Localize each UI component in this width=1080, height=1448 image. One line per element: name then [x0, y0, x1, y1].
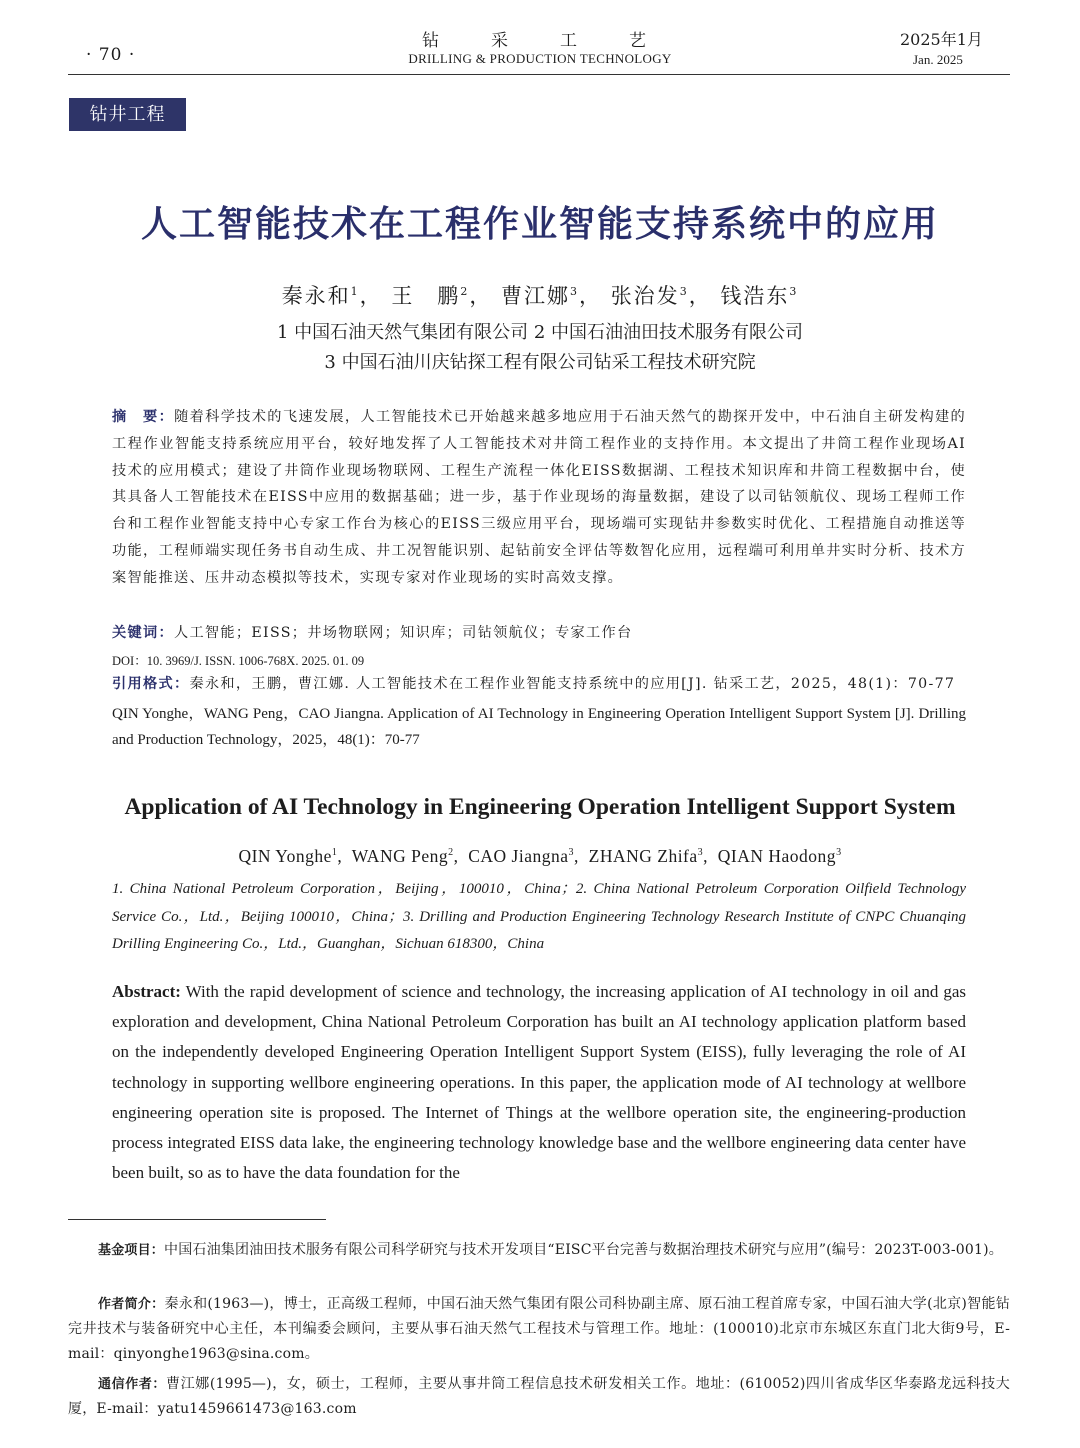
corresponding-text: 曹江娜(1995—)，女，硕士，工程师，主要从事井筒工程信息技术研发相关工作。地址：(610052)四川省成华区华泰路龙远科技大厦，E-mail：yatu1459661473@163.com	[68, 1376, 1010, 1417]
section-tag: 钻井工程	[69, 98, 186, 131]
fund-text: 中国石油集团油田技术服务有限公司科学研究与技术开发项目“EISC平台完善与数据治理技术研究与应用”(编号：2023T-003-001)。	[164, 1242, 1003, 1258]
affiliation-cn-line2: 3 中国石油川庆钻探工程有限公司钻采工程技术研究院	[324, 352, 756, 373]
footnote-divider	[68, 1219, 326, 1220]
author-en: QIN Yonghe	[238, 846, 332, 866]
footnote-corresponding	[68, 1372, 1010, 1422]
author-sup: 3	[789, 285, 799, 298]
footnote-author	[68, 1292, 1010, 1367]
abstract-cn-label: 摘 要：	[112, 409, 175, 425]
keywords-text: 人工智能；EISS；井场物联网；知识库；司钻领航仪；专家工作台	[173, 625, 633, 641]
page-number: · 70 ·	[86, 45, 136, 65]
doi: DOI：10. 3969/J. ISSN. 1006-768X. 2025. 01. 09	[112, 654, 365, 668]
citation-cn-text: 秦永和，王鹏，曹江娜. 人工智能技术在工程作业智能支持系统中的应用[J]. 钻采工艺，2025，48(1)：70-77	[189, 676, 956, 692]
journal-title-cn: 钻采工艺	[422, 31, 698, 51]
author-list-cn: 秦永和$^1$， 王 鹏$^2$， 曹江娜$^3$， 张治发$^3$， 钱浩东$^3$	[281, 284, 799, 308]
affiliation-en: 1. China National Petroleum Corporation，Beijing，100010，China；2. China National Petroleum Corporation Oilfield Technology Service Co.，Ltd.，Beijing 100010，China；3. Drilling and Production Engineering Technology Research Institute of CNPC Chuanqing Drilling Engineering Co.，Ltd.，Guanghan，Sichuan 618300，China	[112, 881, 966, 952]
keywords-label: 关键词：	[112, 625, 174, 641]
author-sup: 2	[460, 285, 470, 298]
author-cn: 曹江娜	[501, 284, 570, 308]
issue-date-cn: 2025年1月	[900, 30, 983, 49]
issue-date-en: Jan. 2025	[913, 52, 963, 67]
article-title-en: Application of AI Technology in Engineering Operation Intelligent Support System	[124, 794, 956, 820]
author-cn: 钱浩东	[720, 284, 790, 308]
abstract-cn	[112, 404, 966, 592]
author-bio-label: 作者简介：	[98, 1297, 165, 1312]
citation-cn	[112, 671, 966, 698]
author-cn: 张治发	[610, 284, 680, 308]
header-divider	[68, 74, 1010, 75]
abstract-en-label: Abstract:	[112, 982, 181, 1001]
author-sup: 3	[568, 847, 575, 859]
article-title-cn: 人工智能技术在工程作业智能支持系统中的应用	[140, 204, 939, 245]
citation-label: 引用格式：	[112, 676, 190, 692]
author-cn: 王 鹏	[391, 284, 461, 308]
author-sup: 1	[331, 847, 338, 859]
author-sup: 3	[679, 285, 689, 298]
author-en: ZHANG Zhifa	[588, 846, 698, 866]
author-en: QIAN Haodong	[717, 846, 837, 866]
keywords	[112, 620, 966, 647]
citation-en: QIN Yonghe，WANG Peng，CAO Jiangna. Application of AI Technology in Engineering Operation Intelligent Support System [J]. Drilling and Production Technology，2025，48(1)：70-77	[112, 706, 966, 748]
fund-label: 基金项目：	[98, 1243, 165, 1258]
journal-title-en: DRILLING & PRODUCTION TECHNOLOGY	[408, 51, 672, 66]
author-cn: 秦永和	[281, 284, 351, 308]
abstract-en	[112, 977, 966, 1188]
abstract-cn-text: 随着科学技术的飞速发展，人工智能技术已开始越来越多地应用于石油天然气的勘探开发中，中石油自主研发构建的工程作业智能支持系统应用平台，较好地发挥了人工智能技术对井筒工程作业的支持作用。本文提出了井筒工程作业现场AI技术的应用模式；建设了井筒作业现场物联网、工程生产流程一体化EISS数据湖、工程技术知识库和井筒工程数据中台，使其具备人工智能技术在EISS中应用的数据基础；进一步，基于作业现场的海量数据，建设了以司钻领航仪、现场工程师工作台和工程作业智能支持中心专家工作台为核心的EISS三级应用平台，现场端可实现钻井参数实时优化、工程措施自动推送等功能，工程师端实现任务书自动生成、井工况智能识别、起钻前安全评估等数智化应用，远程端可利用单井实时分析、技术方案智能推送、压井动态模拟等技术，实现专家对作业现场的实时高效支撑。	[112, 409, 967, 586]
author-sup: 1	[350, 285, 360, 298]
author-bio-text: 秦永和(1963—)，博士，正高级工程师，中国石油天然气集团有限公司科协副主席、原石油工程首席专家，中国石油大学(北京)智能钻完井技术与装备研究中心主任，本刊编委会顾问，主要从事石油天然气工程技术与管理工作。地址：(100010)北京市东城区东直门北大街9号，E-mail：qinyonghe1963@sina.com。	[68, 1296, 1010, 1362]
corresponding-label: 通信作者：	[98, 1377, 167, 1392]
author-sup: 3	[697, 847, 704, 859]
abstract-en-text: With the rapid development of science and technology, the increasing application of AI technology in oil and gas exploration and development, China National Petroleum Corporation has built an AI technology application platform based on the independently developed Engineering Operation Intelligent Support System (EISS), fully leveraging the role of AI technology in supporting wellbore engineering operations. In this paper, the application mode of AI technology at wellbore engineering operation site is proposed. The Internet of Things at the wellbore operation site, the engineering-production process integrated EISS data lake, the engineering technology knowledge base and the wellbore engineering data center have been built, so as to have the data foundation for the	[112, 982, 966, 1183]
author-sup: 3	[836, 847, 842, 859]
author-list-en: QIN Yonghe$^1$, WANG Peng$^2$, CAO Jiangna$^3$, ZHANG Zhifa$^3$, QIAN Haodong$^3$	[238, 846, 842, 866]
footnote-fund	[68, 1238, 1010, 1263]
author-sup: 3	[570, 285, 579, 298]
affiliation-cn-line1: 1 中国石油天然气集团有限公司 2 中国石油油田技术服务有限公司	[276, 322, 804, 343]
author-en: CAO Jiangna	[468, 846, 569, 866]
author-en: WANG Peng	[351, 846, 449, 866]
author-sup: 2	[448, 847, 454, 859]
